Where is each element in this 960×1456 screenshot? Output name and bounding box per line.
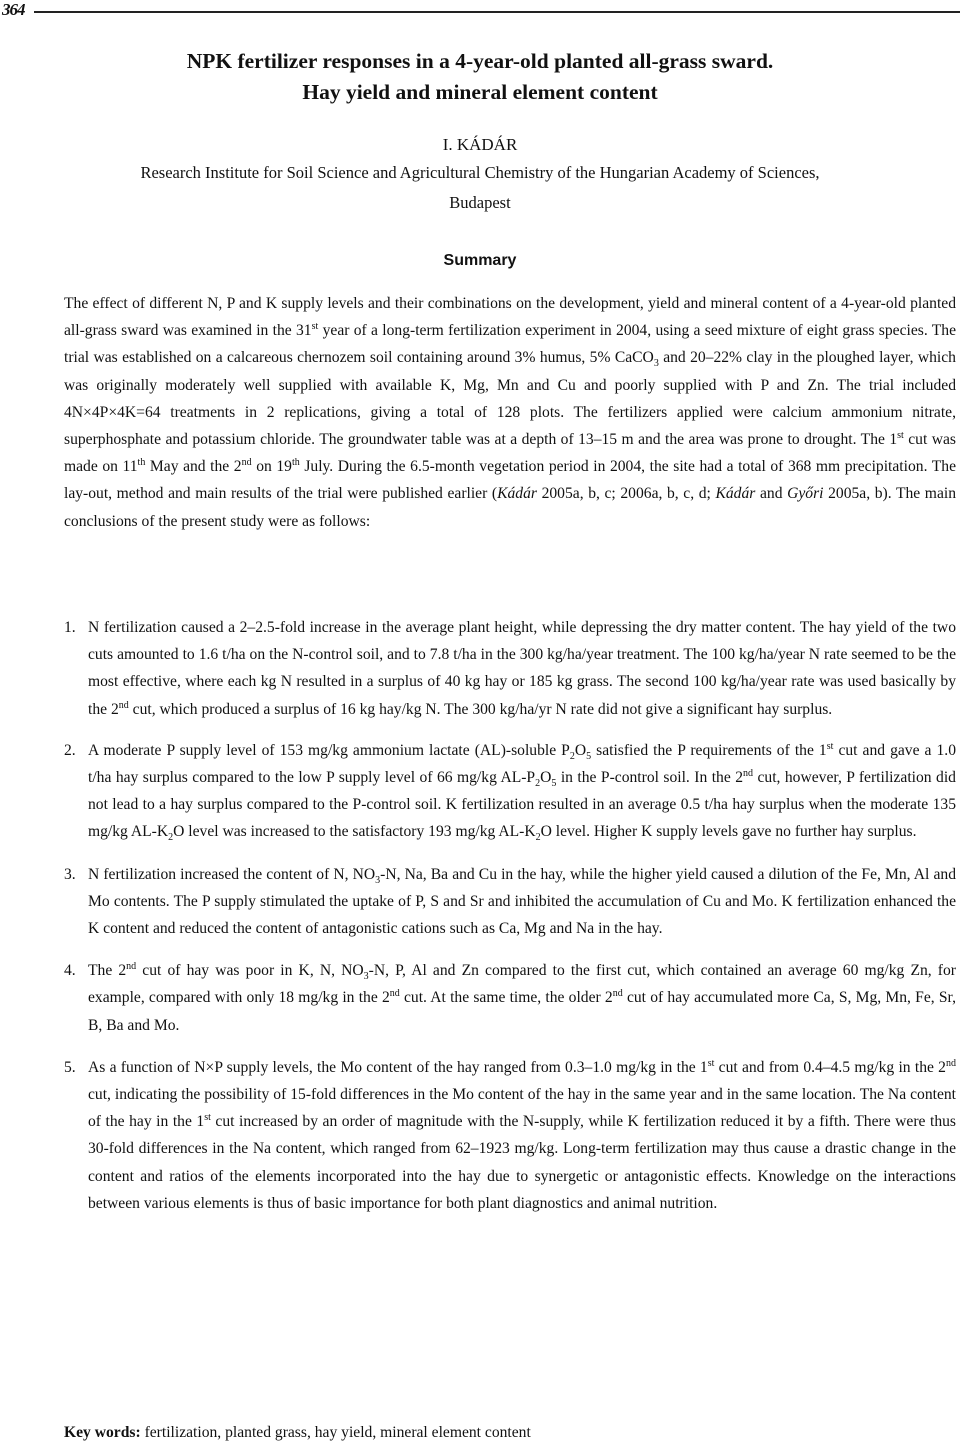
text-run: A moderate P supply level of 153 mg/kg ammonium lactate (AL)-soluble P [88,741,570,759]
superscript: st [826,740,834,752]
conclusions-list [64,614,956,1217]
subscript: 3 [653,358,659,370]
text-run: May and the 2 [145,458,242,476]
keywords-text: fertilization, planted grass, hay yield, mineral element content [140,1424,531,1441]
affiliation-line-1: Research Institute for Soil Science and Agricultural Chemistry of the Hungarian Academy of Sciences, [140,163,820,182]
superscript: nd [945,1057,956,1069]
text-run: satisfied the P requirements of the 1 [591,741,827,759]
text-run: cut and from 0.4–4.5 mg/kg in the 2 [714,1058,946,1076]
text-run: O level. Higher K supply levels gave no further hay surplus. [540,823,917,841]
text-run: on 19 [251,458,292,476]
superscript: st [897,429,904,441]
superscript: nd [118,699,129,711]
text-run: and 20–22% clay in the ploughed layer, which was originally moderately well supplied with available K, Mg, Mn and Cu and poorly supplied with P and Zn. The trial included 4N×4P×4K=64 treatments in 2 replications, giving a total of 128 plots. The fertilizers applied were calcium ammonium nitrate, superphosphate and potassium chloride. The groundwater table was at a depth of 13–15 m and the area was prone to drought. The 1 [64,349,956,449]
text-run: July. During the 6.5-month vegetation period in 2004, the site had a total of 368 mm precipitation. The lay-out, method and main results of the trial were published earlier ( [64,458,957,503]
text-run: The 2 [88,962,127,980]
title-line-1: NPK fertilizer responses in a 4-year-old planted all-grass sward. [186,49,774,73]
text-run: O level was increased to the satisfactory 193 mg/kg AL-K [173,823,536,841]
superscript: th [137,457,146,469]
text-run: cut of hay accumulated more Ca, S, Mg, Mn, Fe, Sr, B, Ba and Mo. [88,989,956,1034]
item-number: 3. [64,865,76,883]
superscript: nd [126,961,137,973]
summary-heading: Summary [443,252,517,269]
superscript: nd [241,457,252,469]
conclusion-item [64,737,956,846]
text-run: cut of hay was poor in K, N, NO [136,962,364,980]
affiliation [60,158,900,218]
affiliation-line-2: Budapest [449,193,511,212]
text-run: O [540,769,552,787]
conclusion-item [64,614,956,723]
text-run: 2005a, b, c; 2006a, b, c, d; [536,485,716,503]
text-run: N fertilization increased the content of N, NO [88,865,376,883]
text-run: 2005a, b). The main conclusions of the present study were as follows: [64,485,956,530]
superscript: nd [389,988,400,1000]
superscript: nd [612,988,623,1000]
text-run: and [755,485,788,503]
text-run: As a function of N×P supply levels, the Mo content of the hay ranged from 0.3–1.0 mg/kg in the 1 [88,1058,708,1076]
superscript: st [311,321,319,333]
subscript: 2 [168,832,174,844]
superscript: st [707,1057,715,1069]
conclusion-item [64,1054,956,1217]
page-number: 364 [2,0,25,19]
superscript: nd [743,767,754,779]
title-line-2: Hay yield and mineral element content [302,80,658,104]
subscript: 5 [586,750,592,762]
summary-paragraph [64,290,956,535]
superscript: th [291,457,300,469]
text-run: cut, indicating the possibility of 15-fold differences in the Mo content of the hay in the same year and in the same location. The Na content of the hay in the 1 [88,1086,956,1131]
subscript: 2 [569,750,575,762]
text-run: N fertilization caused a 2–2.5-fold increase in the average plant height, while depressing the dry matter content. The hay yield of the two cuts amounted to 1.6 t/ha on the N-control soil, and to 7.8 t/ha in the 300 kg/ha/year treatment. The 100 kg/ha/year N rate seemed to be the most effective, where each kg N resulted in a surplus of 40 kg hay or 185 kg grass. The second 100 kg/ha/year rate was used basically by the 2 [88,619,956,718]
superscript: st [204,1112,211,1124]
subscript: 5 [551,778,557,790]
conclusion-item [64,861,956,943]
citation-author: Kádár [497,485,537,503]
conclusion-item [64,957,956,1039]
text-run: O [574,741,587,759]
text-run: cut, which produced a surplus of 16 kg hay/kg N. The 300 kg/ha/yr N rate did not give a significant hay surplus. [128,700,833,718]
text-run: The effect of different N, P and K supply levels and their combinations on the development, yield and mineral content of a 4-year-old planted all-grass sward was examined in the 31 [64,295,956,340]
keywords-label: Key words: [64,1424,141,1441]
citation-author: Győri [787,485,824,503]
text-run: in the P-control soil. In the 2 [556,769,744,787]
keywords [64,1424,956,1442]
item-number: 4. [64,962,76,980]
subscript: 3 [375,874,381,886]
header-rule [34,11,960,13]
citation-author: Kádár [715,485,756,503]
text-run: cut increased by an order of magnitude with the N-supply, while K fertilization reduced it by a fifth. There were thus 30-fold differences in the Na content, which ranged from 62–1923 mg/kg. Long-term fertilization may thus cause a drastic change in the content and ratios of the elements incorporated into the hay due to synergetic or antagonistic effects. Knowledge on the interactions between various elements is thus of basic importance for both plant diagnostics and animal nutrition. [88,1113,956,1212]
paper-title [0,46,960,108]
text-run: cut, however, P fertilization did not lead to a hay surplus compared to the P-control soil. K fertilization resulted in an average 0.5 t/ha hay surplus when the moderate 135 mg/kg AL-K [88,769,956,841]
text-run: year of a long-term fertilization experiment in 2004, using a seed mixture of eight grass species. The trial was established on a calcareous chernozem soil containing around 3% humus, 5% CaCO [64,322,956,367]
text-run: cut and gave a 1.0 t/ha hay surplus compared to the low P supply level of 66 mg/kg AL-P [88,741,957,787]
subscript: 3 [363,971,369,983]
text-run: -N, P, Al and Zn compared to the first cut, which contained an average 60 mg/kg Zn, for example, compared with only 18 mg/kg in the 2 [88,962,956,1007]
text-run: cut was made on 11 [64,431,956,476]
item-number: 1. [64,619,76,636]
author: I. KÁDÁR [442,135,518,154]
text-run: -N, Na, Ba and Cu in the hay, while the higher yield caused a dilution of the Fe, Mn, Al and Mo contents. The P supply stimulated the uptake of P, S and Sr and inhibited the accumulation of Cu and Mo. K fertilization enhanced the K content and reduced the content of antagonistic cations such as Ca, Mg and Na in the hay. [88,865,956,938]
subscript: 2 [535,832,541,844]
item-number: 2. [64,741,76,759]
subscript: 2 [535,778,541,790]
item-number: 5. [64,1058,76,1076]
text-run: cut. At the same time, the older 2 [399,989,613,1007]
